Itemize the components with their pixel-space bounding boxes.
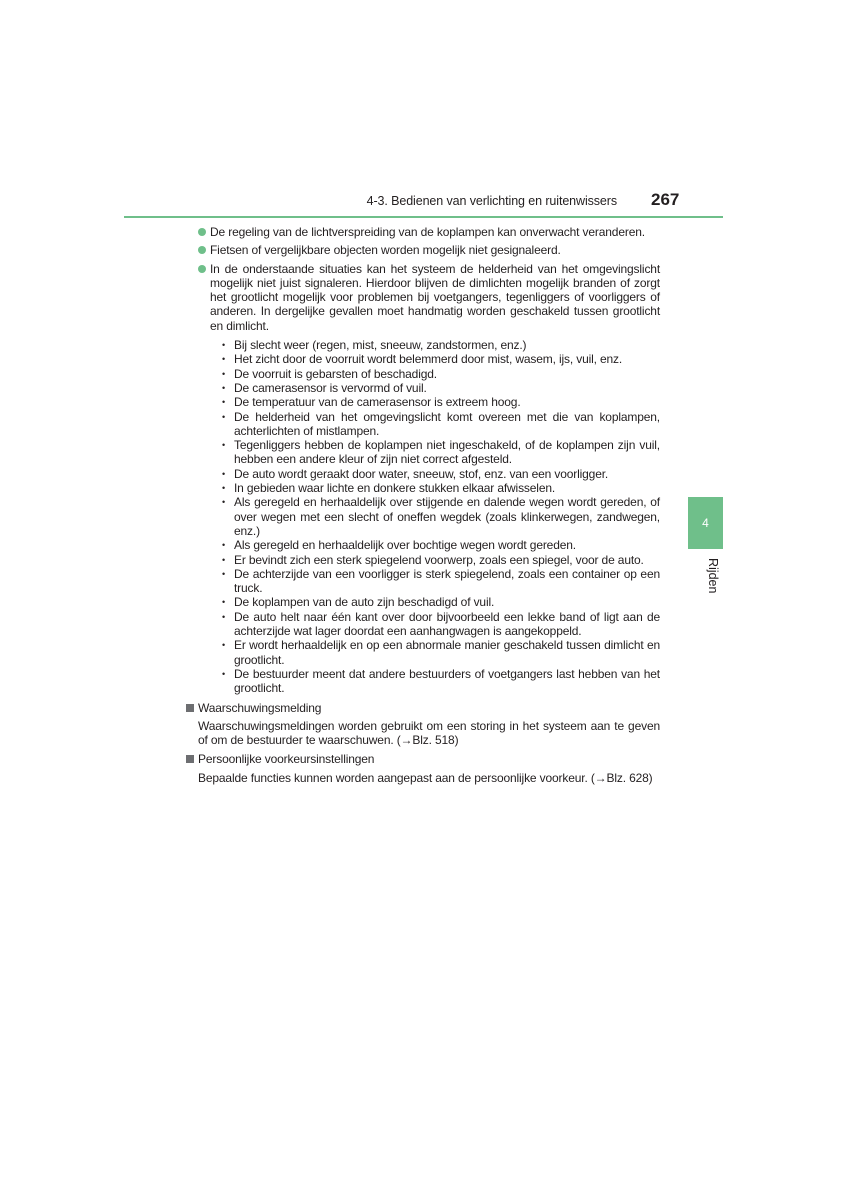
sub-list-item: • Er wordt herhaaldelijk en op een abnormale manier geschakeld tussen dimlicht en grootlicht. xyxy=(222,638,660,667)
section-heading-text: Persoonlijke voorkeursinstellingen xyxy=(198,752,375,767)
sub-list-item: • Het zicht door de voorruit wordt belemmerd door mist, wasem, ijs, vuil, enz. xyxy=(222,352,660,366)
chapter-number: 4 xyxy=(702,516,709,530)
section-heading-preferences xyxy=(186,752,660,766)
bullet-circle-icon xyxy=(198,265,206,273)
header-divider xyxy=(124,216,723,218)
list-item xyxy=(198,225,660,239)
main-content xyxy=(198,225,660,790)
chapter-tab[interactable] xyxy=(688,497,723,549)
sub-list-item: • Bij slecht weer (regen, mist, sneeuw, zandstormen, enz.) xyxy=(222,338,660,352)
square-bullet-icon xyxy=(186,755,194,763)
sub-list-item: • Als geregeld en herhaaldelijk over stijgende en dalende wegen wordt gereden, of over wegen met een slecht of oneffen wegdek (zoals klinkerwegen, zandwegen, enz.) xyxy=(222,495,660,538)
page-number: 267 xyxy=(651,190,680,209)
sub-list-item: • In gebieden waar lichte en donkere stukken elkaar afwisselen. xyxy=(222,481,660,495)
sub-list-item: • De achterzijde van een voorligger is sterk spiegelend, zoals een container op een truck. xyxy=(222,567,660,596)
chapter-label: Rijden xyxy=(706,558,720,594)
list-item xyxy=(198,243,660,257)
section-title: 4-3. Bedienen van verlichting en ruitenwissers xyxy=(366,194,617,208)
list-item xyxy=(198,262,660,696)
sub-list-item: • De temperatuur van de camerasensor is extreem hoog. xyxy=(222,395,660,409)
section-heading-text: Waarschuwingsmelding xyxy=(198,700,322,715)
section-body: Bepaalde functies kunnen worden aangepast aan de persoonlijke voorkeur. (→Blz. 628) xyxy=(198,770,653,785)
sub-list-item: • De bestuurder meent dat andere bestuurders of voetgangers last hebben van het grootlicht. xyxy=(222,667,660,696)
section-body: Waarschuwingsmeldingen worden gebruikt om een storing in het systeem aan te geven of om de bestuurder te waarschuwen. (→Blz. 518) xyxy=(198,718,660,748)
sub-list-item: • Er bevindt zich een sterk spiegelend voorwerp, zoals een spiegel, voor de auto. xyxy=(222,553,660,567)
bullet-text: In de onderstaande situaties kan het systeem de helderheid van het omgevingslicht mogelijk niet juist signaleren. Hierdoor blijven de dimlichten mogelijk branden of zorgt het grootlicht mogelijk voor problemen bij voetgangers, tegenliggers of voorliggers of anderen. In dergelijke gevallen moet handmatig worden geschakeld tussen grootlicht en dimlicht. xyxy=(210,261,660,333)
bullet-circle-icon xyxy=(198,228,206,236)
section-heading-warning xyxy=(186,701,660,715)
condition-list xyxy=(222,338,660,695)
sub-list-item: • De camerasensor is vervormd of vuil. xyxy=(222,381,660,395)
bullet-text: Fietsen of vergelijkbare objecten worden mogelijk niet gesignaleerd. xyxy=(210,243,561,258)
square-bullet-icon xyxy=(186,704,194,712)
sub-list-item: • De auto wordt geraakt door water, sneeuw, stof, enz. van een voorligger. xyxy=(222,467,660,481)
sub-list-item: • De voorruit is gebarsten of beschadigd. xyxy=(222,367,660,381)
bullet-text: De regeling van de lichtverspreiding van de koplampen kan onverwacht veranderen. xyxy=(210,225,645,239)
sub-list-item: • De helderheid van het omgevingslicht komt overeen met die van koplampen, achterlichten of mistlampen. xyxy=(222,410,660,439)
sub-list-item: • De auto helt naar één kant over door bijvoorbeeld een lekke band of ligt aan de achterzijde wat lager doordat een aanhangwagen is aangekoppeld. xyxy=(222,610,660,639)
sub-list-item: • Als geregeld en herhaaldelijk over bochtige wegen wordt gereden. xyxy=(222,538,660,552)
sub-list-item: • De koplampen van de auto zijn beschadigd of vuil. xyxy=(222,595,660,609)
sub-list-item: • Tegenliggers hebben de koplampen niet ingeschakeld, of de koplampen zijn vuil, hebben een andere kleur of zijn niet correct afgesteld. xyxy=(222,438,660,467)
bullet-circle-icon xyxy=(198,246,206,254)
